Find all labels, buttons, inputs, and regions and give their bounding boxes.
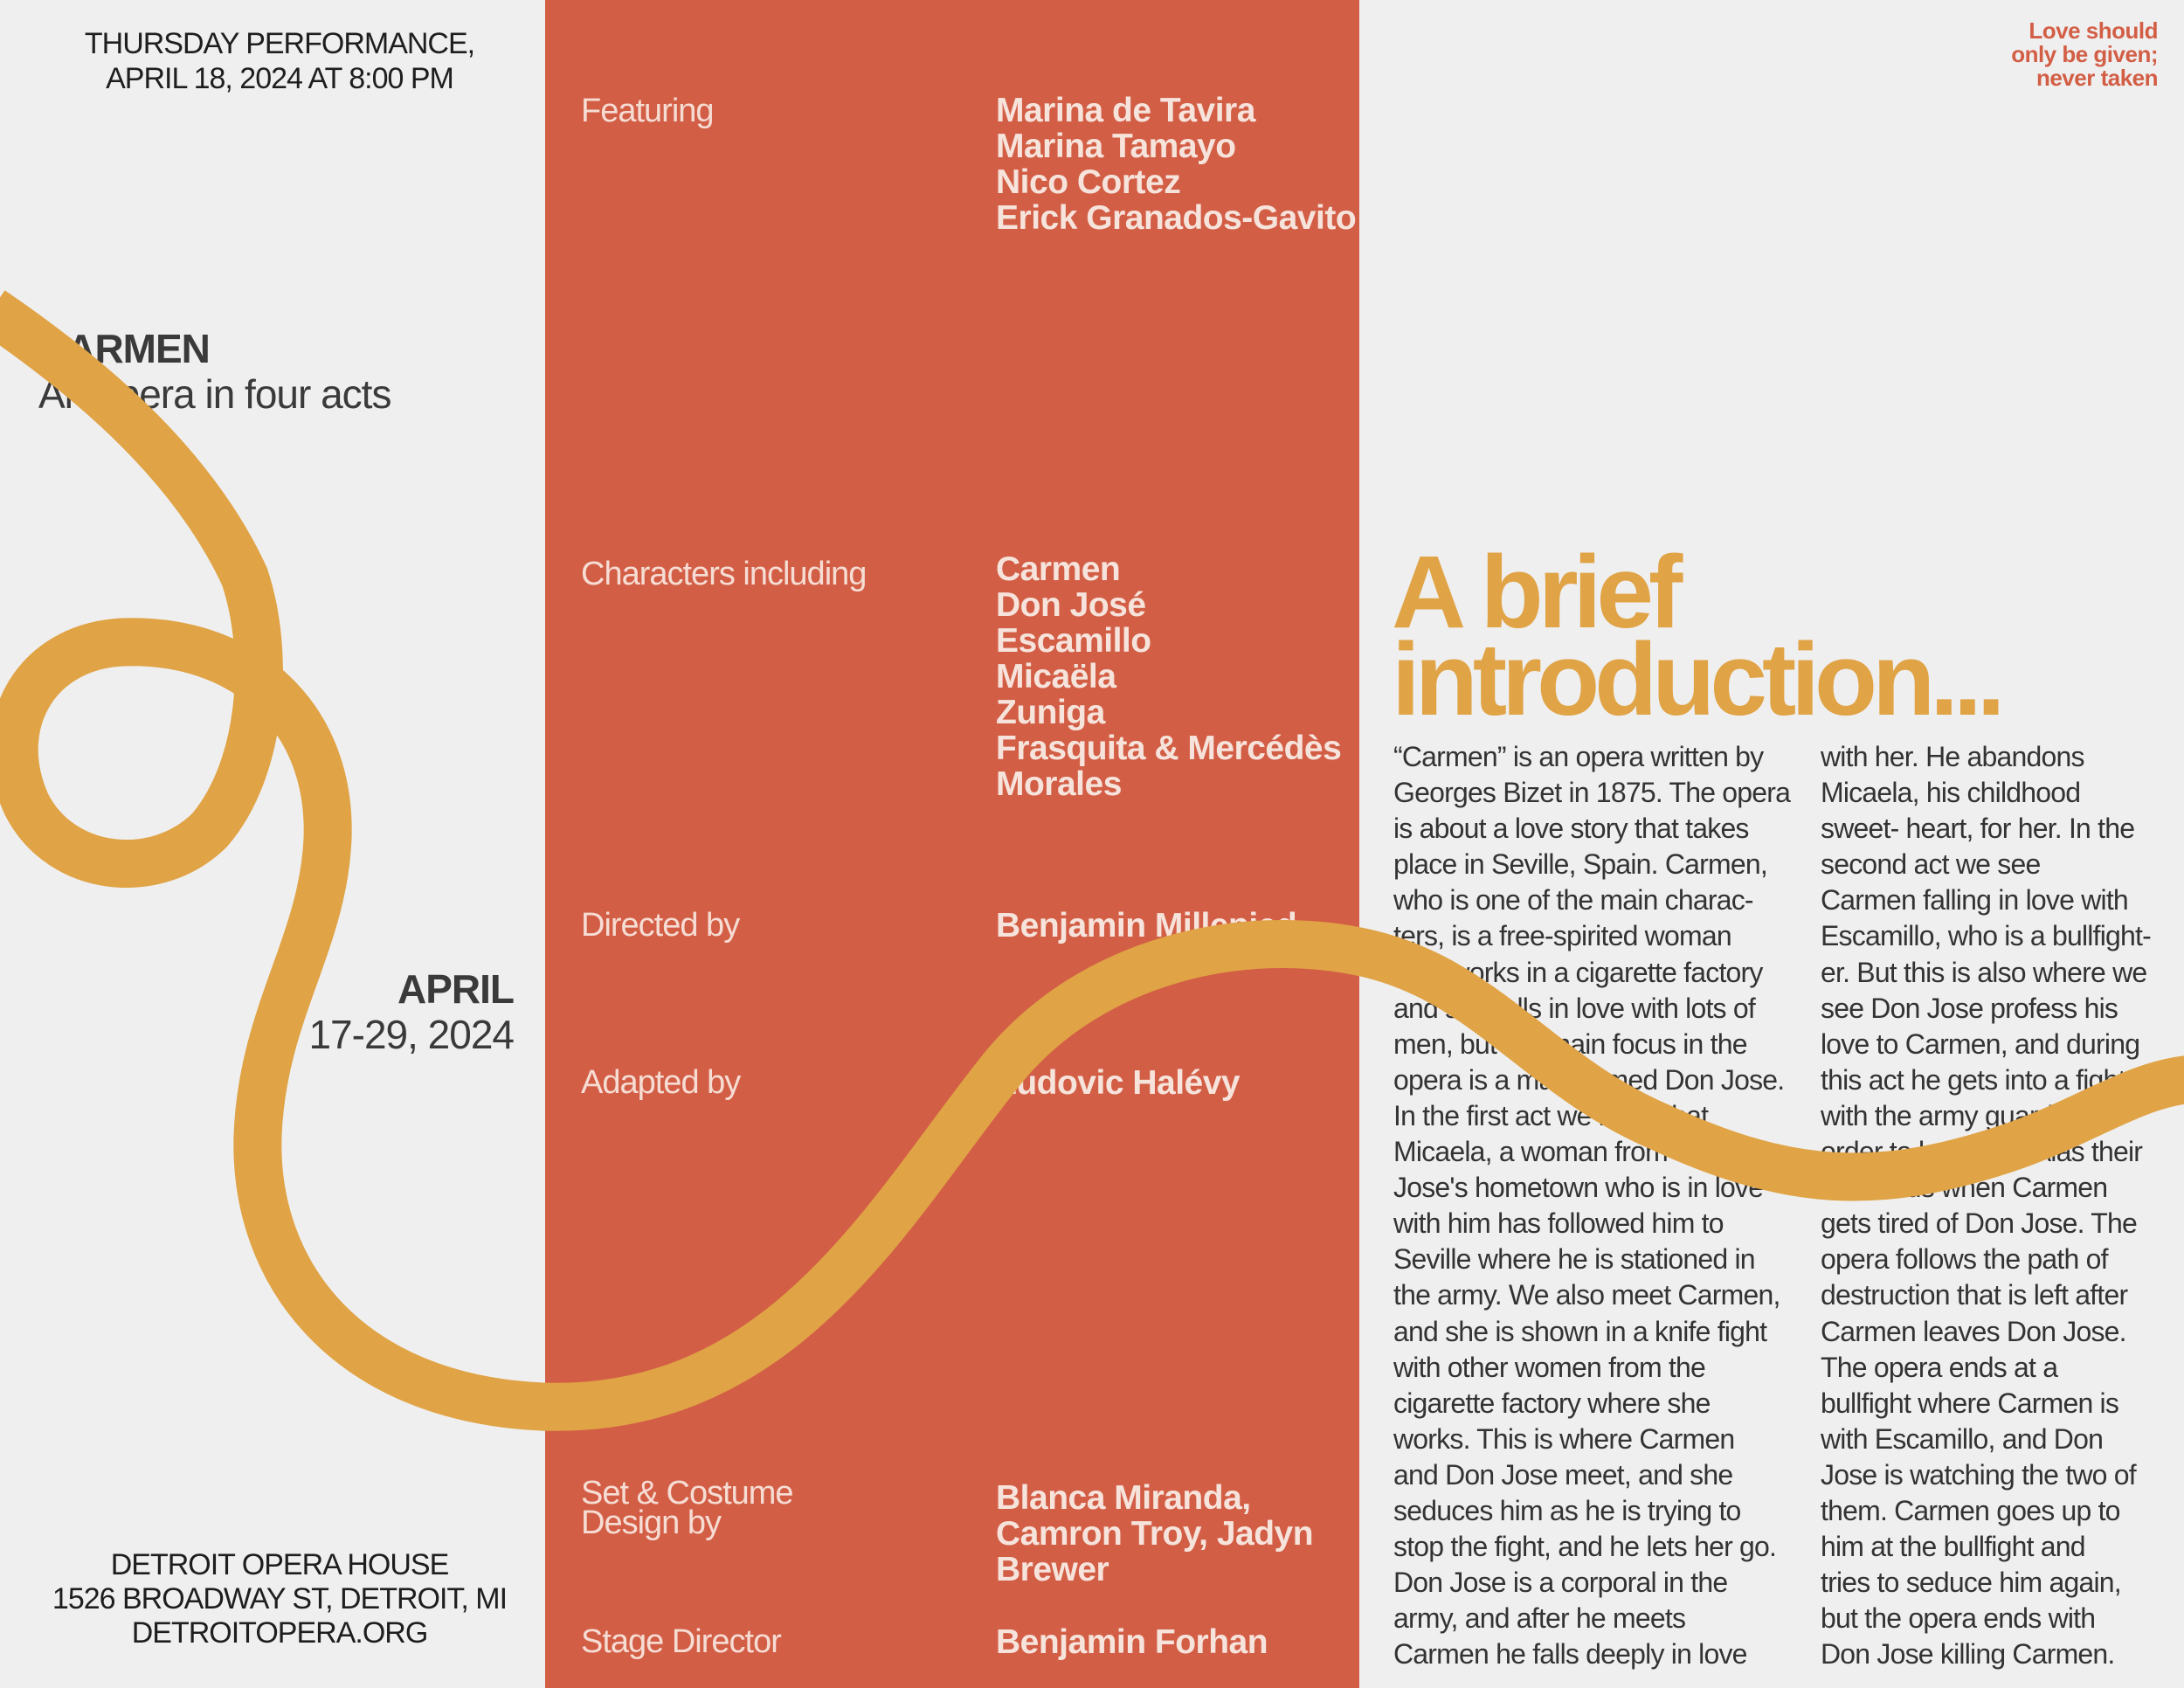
director-name: Benjamin Millepied (996, 907, 1297, 944)
characters-label: Characters including (581, 556, 867, 592)
venue-name: DETROIT OPERA HOUSE (110, 1548, 449, 1581)
characters-names (996, 551, 1341, 802)
tagline-line: Love should (2028, 17, 2158, 44)
intro-text-line: see Don Jose profess his (1821, 992, 2118, 1024)
performance-date (35, 26, 524, 96)
intro-text-line: seduces him as he is trying to (1393, 1494, 1741, 1526)
tagline-line: never taken (2035, 65, 2158, 91)
intro-text-line: love ends when Carmen (1821, 1172, 2108, 1204)
intro-text-line: with the army guards in (1821, 1099, 2094, 1131)
intro-text-line: with her. He abandons (1821, 741, 2084, 772)
featuring-name: Nico Cortez (996, 163, 1181, 201)
design-label-line-1: Set & Costume (581, 1475, 793, 1512)
intro-text-line: with Escamillo, and Don (1821, 1422, 2104, 1455)
venue-address: 1526 BROADWAY ST, DETROIT, MI (52, 1582, 508, 1615)
intro-text-line: gets tired of Don Jose. The (1821, 1207, 2138, 1240)
intro-text-line: works. This is where Carmen (1393, 1422, 1735, 1455)
designer-name: Blanca Miranda, (996, 1479, 1251, 1517)
intro-text-line: “Carmen” is an opera written by (1393, 741, 1764, 772)
tagline-line: only be given; (2011, 41, 2158, 67)
design-label (581, 1475, 793, 1541)
intro-text-line: ters, is a free-spirited woman (1393, 920, 1731, 952)
intro-text-line: Carmen leaves Don Jose. (1821, 1315, 2126, 1347)
intro-text-line: opera follows the path of (1821, 1243, 2108, 1276)
character-name: Carmen (996, 550, 1121, 588)
run-month: APRIL (397, 966, 514, 1012)
intro-text-line: Carmen he falls deeply in love (1393, 1638, 1747, 1671)
intro-text-line: place in Seville, Spain. Carmen, (1393, 848, 1767, 881)
adapted-label: Adapted by (581, 1064, 741, 1101)
venue-block (35, 1548, 524, 1650)
intro-text-line: them. Carmen goes up to (1821, 1494, 2120, 1526)
opera-subtitle: An opera in four acts (38, 371, 391, 417)
intro-text-line: who works in a cigarette factory (1393, 956, 1763, 988)
featuring-name: Erick Granados-Gavito (996, 199, 1357, 237)
tagline (1896, 19, 2158, 90)
intro-text-line: sweet- heart, for her. In the (1821, 813, 2135, 845)
designer-name: Camron Troy, Jadyn (996, 1515, 1314, 1553)
performance-line-2: APRIL 18, 2024 AT 8:00 PM (106, 62, 453, 95)
intro-text-column-left (1393, 739, 1804, 1672)
intro-text-line: Jose's hometown who is in love (1393, 1172, 1764, 1204)
intro-heading (1392, 535, 2160, 737)
opera-title: CARMEN (38, 326, 210, 371)
character-name: Micaëla (996, 658, 1116, 695)
intro-text-line: love to Carmen, and during (1821, 1027, 2140, 1060)
character-name: Zuniga (996, 694, 1105, 731)
intro-text-line: The opera ends at a (1821, 1351, 2058, 1383)
intro-text-line: and she is shown in a knife fight (1393, 1315, 1767, 1347)
intro-heading-line: introduction... (1392, 622, 2001, 737)
intro-text-line: Seville where he is stationed in (1393, 1243, 1755, 1276)
intro-text-line: but the opera ends with (1821, 1602, 2096, 1635)
intro-text-line: and she falls in love with lots of (1393, 992, 1755, 1024)
character-name: Don José (996, 586, 1146, 624)
intro-text-line: who is one of the main charac- (1393, 884, 1753, 917)
intro-text-line: In the first act we learn that (1393, 1099, 1709, 1131)
intro-text-line: second act we see (1821, 848, 2041, 881)
intro-text-line: order to keep her. Alas their (1821, 1136, 2143, 1168)
intro-text-line: opera is a man named Don Jose. (1393, 1063, 1785, 1096)
intro-text-line: this act he gets into a fight (1821, 1063, 2125, 1096)
intro-text-line: stop the fight, and he lets her go. (1393, 1531, 1777, 1563)
intro-text-line: him at the bullfight and (1821, 1531, 2085, 1563)
character-name: Morales (996, 765, 1122, 803)
design-label-line-2: Design by (581, 1505, 721, 1541)
intro-text-line: the army. We also meet Carmen, (1393, 1279, 1780, 1311)
intro-text-line: er. But this is also where we (1821, 956, 2147, 988)
featuring-names (996, 93, 1356, 236)
intro-text-line: Escamillo, who is a bullfight- (1821, 920, 2151, 952)
designer-name: Brewer (996, 1551, 1109, 1588)
intro-text-line: army, and after he meets (1393, 1602, 1686, 1635)
intro-text-line: and Don Jose meet, and she (1393, 1458, 1733, 1491)
intro-text-line: bullfight where Carmen is (1821, 1387, 2119, 1419)
intro-heading-line: A brief (1392, 535, 1678, 650)
intro-text-line: with him has followed him to (1393, 1207, 1724, 1240)
adapter-name: Ludovic Halévy (996, 1064, 1241, 1102)
character-name: Frasquita & Mercédès (996, 730, 1342, 767)
character-name: Escamillo (996, 622, 1151, 660)
venue-website: DETROITOPERA.ORG (131, 1616, 428, 1650)
stage-director-name: Benjamin Forhan (996, 1623, 1268, 1661)
intro-text-line: Micaela, a woman from Don (1393, 1136, 1724, 1168)
intro-text-line: men, but the main focus in the (1393, 1027, 1747, 1060)
intro-text-line: Georges Bizet in 1875. The opera (1393, 777, 1791, 809)
featuring-name: Marina Tamayo (996, 128, 1236, 165)
intro-text-line: cigarette factory where she (1393, 1387, 1711, 1419)
intro-text-line: tries to seduce him again, (1821, 1567, 2121, 1599)
intro-text-column-right (1821, 739, 2170, 1672)
intro-text-line: is about a love story that takes (1393, 813, 1749, 845)
stage-director-label: Stage Director (581, 1623, 781, 1660)
intro-text-line: Don Jose is a corporal in the (1393, 1567, 1728, 1599)
design-names (996, 1480, 1313, 1588)
featuring-label: Featuring (581, 93, 714, 129)
intro-text-line: destruction that is left after (1821, 1279, 2128, 1311)
featuring-name: Marina de Tavira (996, 92, 1255, 129)
run-date-range: 17-29, 2024 (308, 1012, 514, 1057)
intro-text-line: with other women from the (1393, 1351, 1706, 1383)
performance-line-1: THURSDAY PERFORMANCE, (84, 27, 475, 60)
intro-text-line: Jose is watching the two of (1821, 1458, 2136, 1491)
intro-text-line: Carmen falling in love with (1821, 884, 2128, 917)
directed-label: Directed by (581, 907, 740, 944)
credits-panel (545, 0, 1359, 1688)
intro-text-line: Micaela, his childhood (1821, 777, 2081, 809)
intro-text-line: Don Jose killing Carmen. (1821, 1638, 2115, 1671)
